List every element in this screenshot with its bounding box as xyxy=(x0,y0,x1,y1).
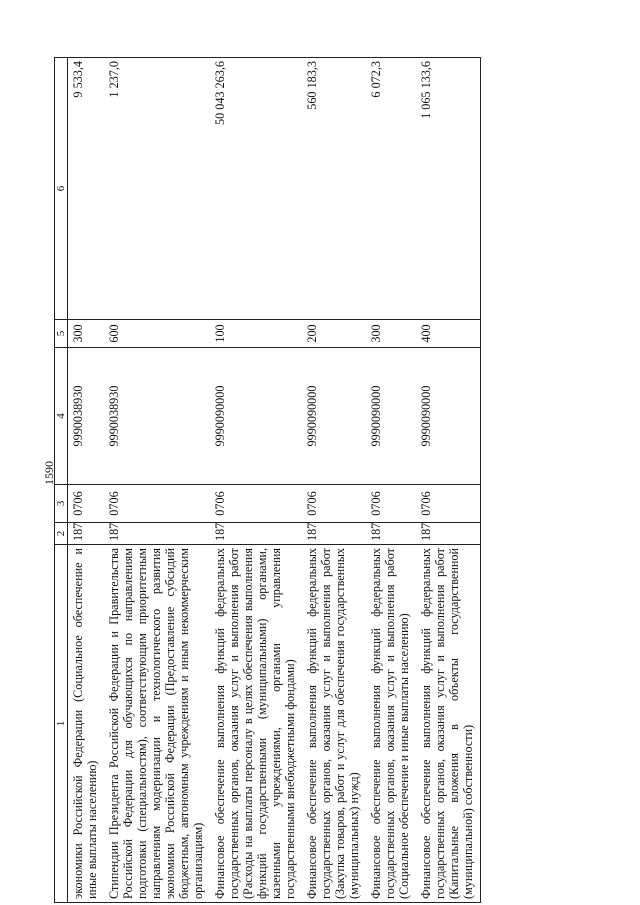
row-amount: 560 183,3 xyxy=(302,58,366,320)
row-grbs: 187 xyxy=(366,523,416,545)
column-header-1: 1 xyxy=(55,545,68,903)
row-name: Финансовое обеспечение выполнения функций федеральных государственных органов, оказания услуг и выполнения работ (Расходы на выплаты персоналу в целях обеспечения выполнения функций государственными (муниципальными) органами, казенными учреждениями, органами управления государственными внебюджетными фондами) xyxy=(210,545,302,903)
row-name: Финансовое обеспечение выполнения функций федеральных государственных органов, оказания услуг и выполнения работ (Закупка товаров, работ и услуг для обеспечения государственных (муниципальных) нужд) xyxy=(302,545,366,903)
row-amount: 1 237,0 xyxy=(104,58,210,320)
row-section: 0706 xyxy=(210,485,302,523)
row-target: 9990090000 xyxy=(210,348,302,485)
row-name: Стипендии Президента Российской Федерации и Правительства Российской Федерации для обучающихся по направлениям подготовки (специальностям), соответствующим приоритетным направлениям модернизации и технологического развития экономики Российской Федерации (Предоставление субсидий бюджетным, автономным учреждениям и иным некоммерческим организациям) xyxy=(104,545,210,903)
row-type: 100 xyxy=(210,320,302,348)
row-type: 300 xyxy=(366,320,416,348)
table-row xyxy=(416,58,481,903)
row-section: 0706 xyxy=(104,485,210,523)
column-header-5: 5 xyxy=(55,320,68,348)
page-number: 1590 xyxy=(42,461,56,485)
row-target: 9990090000 xyxy=(366,348,416,485)
row-section: 0706 xyxy=(68,485,105,523)
table-row xyxy=(366,58,416,903)
row-amount: 6 072,3 xyxy=(366,58,416,320)
row-amount: 50 043 263,6 xyxy=(210,58,302,320)
row-grbs: 187 xyxy=(210,523,302,545)
row-type: 600 xyxy=(104,320,210,348)
header-row xyxy=(55,58,68,903)
budget-table xyxy=(54,57,481,903)
column-header-4: 4 xyxy=(55,348,68,485)
rotated-page xyxy=(42,58,597,903)
row-type: 300 xyxy=(68,320,105,348)
row-grbs: 187 xyxy=(302,523,366,545)
row-section: 0706 xyxy=(366,485,416,523)
row-amount: 9 533,4 xyxy=(68,58,105,320)
column-header-2: 2 xyxy=(55,523,68,545)
row-type: 200 xyxy=(302,320,366,348)
row-name: экономики Российской Федерации (Социальное обеспечение и иные выплаты населению) xyxy=(68,545,105,903)
row-amount: 1 065 133,6 xyxy=(416,58,481,320)
table-row xyxy=(104,58,210,903)
row-grbs: 187 xyxy=(416,523,481,545)
row-target: 9990038930 xyxy=(104,348,210,485)
column-header-3: 3 xyxy=(55,485,68,523)
row-name: Финансовое обеспечение выполнения функций федеральных государственных органов, оказания услуг и выполнения работ (Капитальные вложения в объекты государственной (муниципальной) собственности) xyxy=(416,545,481,903)
row-grbs: 187 xyxy=(68,523,105,545)
row-type: 400 xyxy=(416,320,481,348)
row-name: Финансовое обеспечение выполнения функций федеральных государственных органов, оказания услуг и выполнения работ (Социальное обеспечение и иные выплаты населению) xyxy=(366,545,416,903)
row-section: 0706 xyxy=(416,485,481,523)
row-target: 9990090000 xyxy=(302,348,366,485)
table-row xyxy=(210,58,302,903)
table-row xyxy=(68,58,105,903)
row-target: 9990038930 xyxy=(68,348,105,485)
row-section: 0706 xyxy=(302,485,366,523)
row-grbs: 187 xyxy=(104,523,210,545)
column-header-6: 6 xyxy=(55,58,68,320)
table-row xyxy=(302,58,366,903)
row-target: 9990090000 xyxy=(416,348,481,485)
